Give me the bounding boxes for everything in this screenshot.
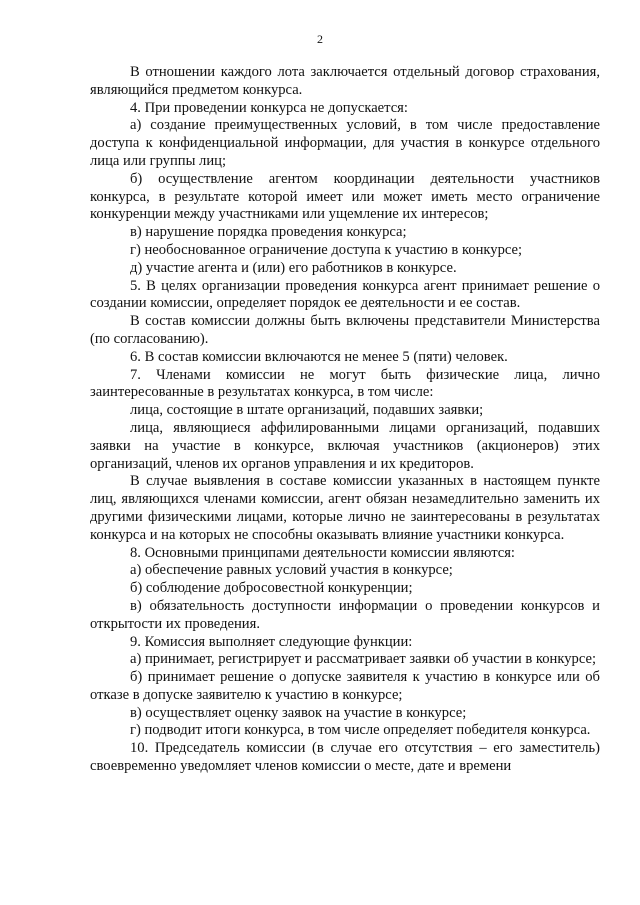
paragraph: 4. При проведении конкурса не допускается: xyxy=(130,99,408,116)
paragraph: д) участие агента и (или) его работников в конкурсе. xyxy=(130,259,457,276)
paragraph: а) создание преимущественных условий, в том числе предоставление доступа к конфиденциальной информации, для участия в конкурсе отдельного лица или группы лиц; xyxy=(90,117,600,169)
paragraph: в) обязательность доступности информации о проведении конкурсов и открытости их проведения. xyxy=(90,597,600,632)
paragraph: г) подводит итоги конкурса, в том числе определяет победителя конкурса. xyxy=(130,722,591,739)
paragraph: 9. Комиссия выполняет следующие функции: xyxy=(130,633,413,650)
paragraph: б) соблюдение добросовестной конкуренции; xyxy=(130,580,413,597)
paragraph: 6. В состав комиссии включаются не менее 5 (пяти) человек. xyxy=(130,348,508,365)
paragraph: 7. Членами комиссии не могут быть физические лица, лично заинтересованные в результатах конкурса, в том числе: xyxy=(90,366,600,401)
paragraph: В случае выявления в составе комиссии указанных в настоящем пункте лиц, являющихся членами комиссии, агент обязан незамедлительно заменить их другими физическими лицами, которые лично не заинтересованы в результатах конкурса и на которых не способны оказывать влияние участники конкурса. xyxy=(90,473,600,543)
paragraph: 8. Основными принципами деятельности комиссии являются: xyxy=(130,544,515,561)
paragraph: 10. Председатель комиссии (в случае его отсутствия – его заместитель) своевременно уведомляет членов комиссии о месте, дате и времени xyxy=(90,740,600,775)
paragraph: б) осуществление агентом координации деятельности участников конкурса, в результате которой имеет или может иметь место ограничение конкуренции между участниками или ущемление их интересов; xyxy=(90,170,600,223)
paragraph: В состав комиссии должны быть включены представители Министерства (по согласованию). xyxy=(90,313,600,347)
paragraph: лица, состоящие в штате организаций, подавших заявки; xyxy=(130,402,484,419)
paragraph: в) нарушение порядка проведения конкурса; xyxy=(130,224,407,241)
page-number: 2 xyxy=(317,32,323,46)
paragraph: г) необоснованное ограничение доступа к участию в конкурсе; xyxy=(130,241,523,258)
paragraph: 5. В целях организации проведения конкурса агент принимает решение о создании комиссии, определяет порядок ее деятельности и ее состав. xyxy=(90,277,600,312)
paragraph: а) принимает, регистрирует и рассматривает заявки об участии в конкурсе; xyxy=(130,651,597,668)
paragraph: лица, являющиеся аффилированными лицами организаций, подавших заявки на участие в конкурсе, включая участников (акционеров) этих организаций, членов их органов управления и их кредиторов. xyxy=(90,419,600,472)
paragraph: В отношении каждого лота заключается отдельный договор страхования, являющийся предметом конкурса. xyxy=(90,64,600,98)
paragraph: б) принимает решение о допуске заявителя к участию в конкурсе или об отказе в допуске заявителю к участию в конкурсе; xyxy=(90,669,600,703)
paragraph: в) осуществляет оценку заявок на участие в конкурсе; xyxy=(130,704,467,721)
document-body xyxy=(90,64,600,776)
paragraph: а) обеспечение равных условий участия в конкурсе; xyxy=(130,562,453,579)
